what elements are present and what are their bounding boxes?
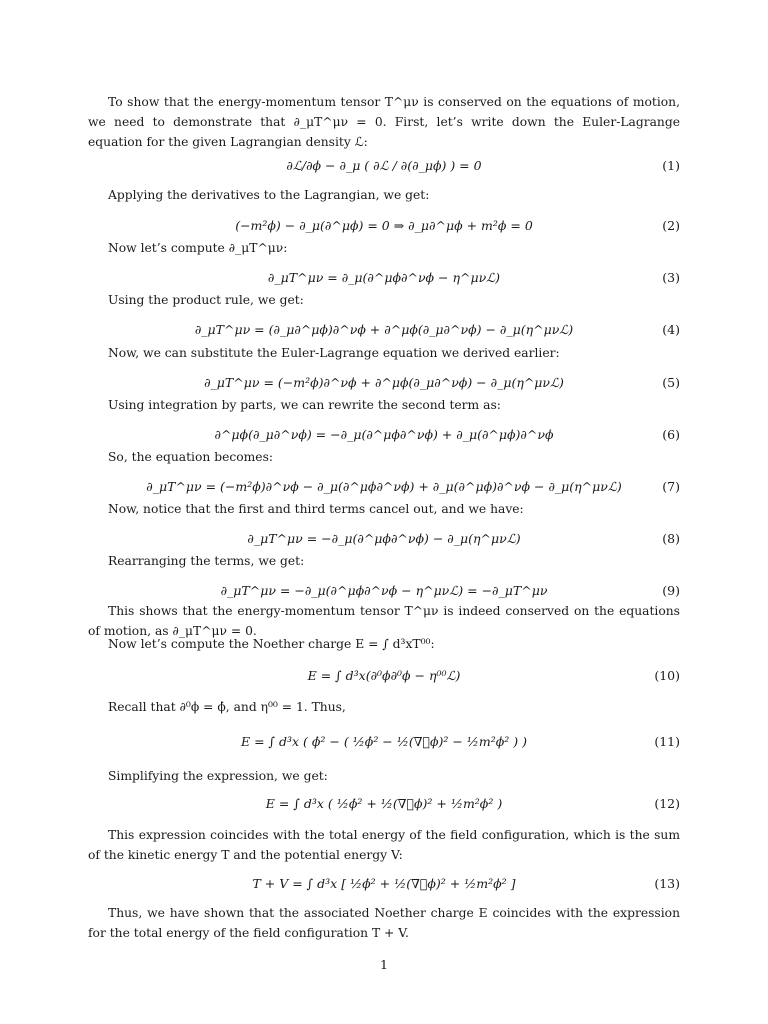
equation-8-body: ∂_μT^μν = −∂_μ(∂^μϕ∂^νϕ) − ∂_μ(η^μνℒ): [247, 531, 521, 546]
equation-1: [88, 158, 680, 188]
equation-12: [88, 796, 680, 826]
equation-1-body: ∂ℒ/∂ϕ − ∂_μ ( ∂ℒ / ∂(∂_μϕ) ) = 0: [286, 158, 482, 173]
equation-5-number: (5): [662, 375, 680, 390]
equation-9-number: (9): [662, 583, 680, 598]
paragraph-10: This shows that the energy-momentum tensor T^μν is indeed conserved on the equations of motion, as ∂_μT^μν = 0.: [88, 604, 680, 638]
equation-3-number: (3): [662, 270, 680, 285]
equation-3-body: ∂_μT^μν = ∂_μ(∂^μϕ∂^νϕ − η^μνℒ): [267, 270, 501, 285]
equation-12-number: (12): [654, 796, 680, 811]
paragraph-5: Now, we can substitute the Euler-Lagrange equation we derived earlier:: [108, 346, 560, 360]
paragraph-9: Rearranging the terms, we get:: [108, 554, 305, 568]
equation-11: [88, 734, 680, 764]
equation-12-body: E = ∫ d³x ( ½ϕ̇² + ½(∇⃗ϕ)² + ½m²ϕ² ): [265, 796, 503, 811]
equation-11-number: (11): [654, 734, 680, 749]
equation-10: [88, 668, 680, 698]
equation-13-number: (13): [654, 876, 680, 891]
paragraph-11: Now let’s compute the Noether charge E = ∫ d³xT⁰⁰:: [108, 637, 435, 651]
paragraph-6: Using integration by parts, we can rewrite the second term as:: [108, 398, 501, 412]
paragraph-7: So, the equation becomes:: [108, 450, 274, 464]
equation-6-number: (6): [662, 427, 680, 442]
equation-13-body: T + V = ∫ d³x [ ½ϕ̇² + ½(∇⃗ϕ)² + ½m²ϕ² ]: [252, 876, 516, 891]
equation-10-body: E = ∫ d³x(∂⁰ϕ∂⁰ϕ − η⁰⁰ℒ): [307, 668, 461, 683]
page-number: 1: [380, 957, 388, 972]
paragraph-4: Using the product rule, we get:: [108, 293, 304, 307]
paragraph-2: Applying the derivatives to the Lagrangian, we get:: [108, 188, 430, 202]
paragraph-13: Simplifying the expression, we get:: [108, 769, 328, 783]
equation-4-number: (4): [662, 322, 680, 337]
equation-7-body: ∂_μT^μν = (−m²ϕ)∂^νϕ − ∂_μ(∂^μϕ∂^νϕ) + ∂_μ(∂^μϕ)∂^νϕ − ∂_μ(η^μνℒ): [146, 479, 622, 494]
equation-9-body: ∂_μT^μν = −∂_μ(∂^μϕ∂^νϕ − η^μνℒ) = −∂_μT^μν: [220, 583, 548, 598]
equation-8-number: (8): [662, 531, 680, 546]
equation-1-number: (1): [662, 158, 680, 173]
equation-13: [88, 876, 680, 906]
paragraph-12: Recall that ∂⁰ϕ = ϕ̇, and η⁰⁰ = 1. Thus,: [108, 700, 346, 714]
paragraph-8: Now, notice that the first and third terms cancel out, and we have:: [108, 502, 524, 516]
paragraph-14: This expression coincides with the total energy of the field configuration, which is the sum of the kinetic energy T and the potential energy V:: [88, 828, 680, 862]
equation-6-body: ∂^μϕ(∂_μ∂^νϕ) = −∂_μ(∂^μϕ∂^νϕ) + ∂_μ(∂^μϕ)∂^νϕ: [214, 427, 554, 442]
paragraph-15: Thus, we have shown that the associated Noether charge E coincides with the expression for the total energy of the field configuration T + V.: [88, 906, 680, 940]
equation-5-body: ∂_μT^μν = (−m²ϕ)∂^νϕ + ∂^μϕ(∂_μ∂^νϕ) − ∂_μ(η^μνℒ): [204, 375, 564, 390]
equation-7-number: (7): [662, 479, 680, 494]
paragraph-intro: To show that the energy-momentum tensor T^μν is conserved on the equations of motion, we need to demonstrate that ∂_μT^μν = 0. First, let’s write down the Euler-Lagrange equation for the given Lagrangian density ℒ:: [88, 95, 680, 149]
paragraph-3: Now let’s compute ∂_μT^μν:: [108, 241, 288, 255]
equation-4-body: ∂_μT^μν = (∂_μ∂^μϕ)∂^νϕ + ∂^μϕ(∂_μ∂^νϕ) − ∂_μ(η^μνℒ): [194, 322, 574, 337]
equation-10-number: (10): [654, 668, 680, 683]
equation-2-body: (−m²ϕ) − ∂_μ(∂^μϕ) = 0 ⇒ ∂_μ∂^μϕ + m²ϕ = 0: [235, 218, 533, 233]
equation-2-number: (2): [662, 218, 680, 233]
equation-11-body: E = ∫ d³x ( ϕ̇² − ( ½ϕ̇² − ½(∇⃗ϕ)² − ½m²ϕ² ) ): [240, 734, 528, 749]
